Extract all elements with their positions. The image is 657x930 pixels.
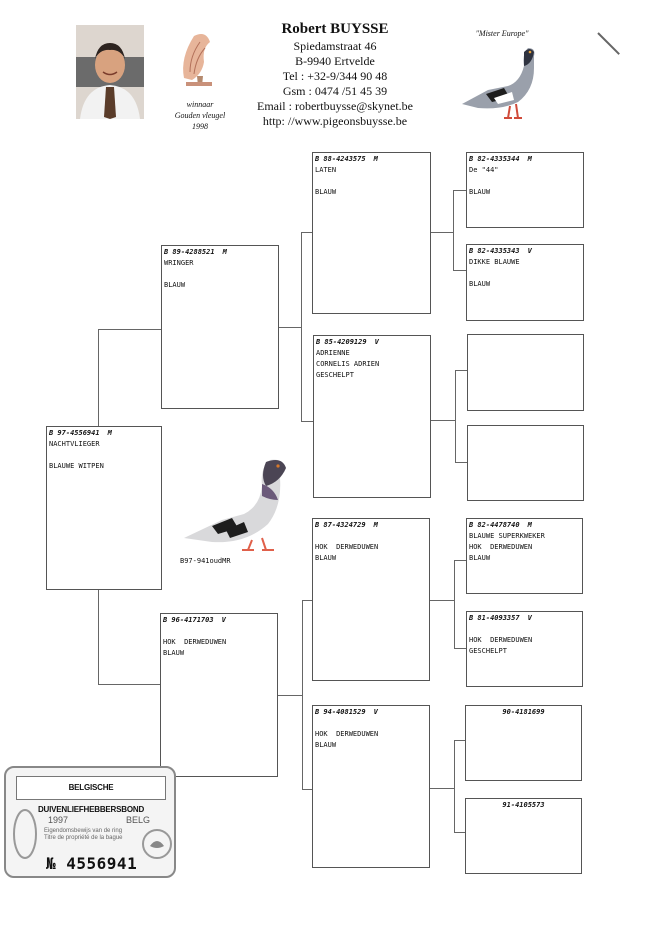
sex: M [373, 155, 378, 163]
pigeon-name: LATEN [315, 166, 337, 174]
sex: V [221, 616, 226, 624]
owner-contact [230, 20, 440, 129]
award-line3: 1998 [192, 122, 208, 131]
owner-photo [76, 25, 144, 119]
pigeon-color: BLAUW [469, 188, 491, 196]
ring-number: B 82-4478740 [469, 521, 520, 529]
connector [279, 327, 301, 328]
connector [453, 190, 467, 191]
owner-tel: Tel : +32-9/344 90 48 [282, 69, 388, 83]
ring-number: B 85-4209129 [316, 338, 367, 346]
pigeon-photo [182, 452, 294, 556]
pigeon-name: BLAUWE SUPERKWEKER [469, 532, 545, 540]
pedigree-sd [313, 335, 431, 498]
owner-gsm: Gsm : 0474 /51 45 39 [282, 84, 388, 98]
sex: M [222, 248, 227, 256]
ring-number: B 87-4324729 [315, 521, 366, 529]
ring-number: B 96-4171703 [163, 616, 214, 624]
sex: V [527, 247, 532, 255]
connector [98, 590, 99, 685]
sex: M [527, 155, 532, 163]
sex: V [527, 614, 532, 622]
pigeon-name-2: CORNELIS ADRIEN [316, 360, 380, 368]
pigeon-name: NACHTVLIEGER [49, 440, 100, 448]
connector [430, 788, 454, 789]
pigeon-icon [182, 452, 294, 556]
pedigree-ss [312, 152, 431, 314]
connector [301, 421, 313, 422]
ring-number: B 82-4335343 [469, 247, 520, 255]
ring-ownership-card [4, 766, 176, 878]
mister-europe-pigeon [458, 42, 538, 124]
connector [430, 600, 454, 601]
card-desc-fr: Titre de propriété de la bague [44, 835, 123, 841]
ring-number: 90-4181699 [502, 708, 545, 716]
connector [98, 329, 161, 330]
connector [453, 270, 467, 271]
ring-number: B 97-4556941 [49, 429, 100, 437]
pigeon-photo-caption: B97-941oudMR [180, 557, 231, 565]
award-text [165, 99, 235, 132]
ring-number: B 81-4093357 [469, 614, 520, 622]
pedigree-ddd [465, 798, 582, 874]
card-desc-nl: Eigendomsbewijs van de ring [44, 828, 123, 834]
pigeon-name-2: HOK DERWEDUWEN [469, 543, 533, 551]
connector [301, 232, 302, 422]
pigeon-icon [458, 42, 538, 124]
owner-website: http: //www.pigeonsbuysse.be [262, 114, 408, 128]
connector [455, 462, 467, 463]
connector [278, 695, 302, 696]
owner-email: Email : robertbuysse@skynet.be [256, 99, 414, 113]
ring-number: 91-4105573 [502, 801, 545, 809]
sex: V [374, 338, 379, 346]
pigeon-color: GESCHELPT [316, 371, 354, 379]
sex: M [527, 521, 532, 529]
pigeon-name: WRINGER [164, 259, 194, 267]
connector [453, 190, 454, 270]
connector [454, 648, 466, 649]
pigeon-name: DIKKE BLAUWE [469, 258, 520, 266]
card-ring-number: № 4556941 [46, 854, 138, 873]
connector [454, 740, 455, 832]
connector [455, 370, 456, 462]
card-description [44, 828, 123, 842]
pedigree-sss [466, 152, 584, 228]
connector [98, 684, 161, 685]
pedigree-dss [466, 518, 583, 594]
pigeon-color: BLAUW [469, 554, 491, 562]
pedigree-dd [312, 705, 430, 868]
pigeon-name: HOK DERWEDUWEN [315, 543, 379, 551]
pigeon-name: HOK DERWEDUWEN [469, 636, 533, 644]
mister-europe-label: "Mister Europe" [475, 29, 529, 38]
connector [302, 600, 303, 790]
pigeon-color: BLAUW [164, 281, 186, 289]
pigeon-color: BLAUW [163, 649, 185, 657]
sex: M [373, 521, 378, 529]
pigeon-name: HOK DERWEDUWEN [163, 638, 227, 646]
ring-number: B 88-4243575 [315, 155, 366, 163]
award-line2: Gouden vleugel [174, 111, 226, 120]
crest-right-icon [140, 824, 174, 864]
ring-number: B 94-4081529 [315, 708, 366, 716]
pedigree-dsd [466, 611, 583, 687]
pigeon-name: HOK DERWEDUWEN [315, 730, 379, 738]
connector [454, 560, 466, 561]
pedigree-dam [160, 613, 278, 777]
connector [431, 420, 455, 421]
pedigree-dds [465, 705, 582, 781]
pigeon-color: BLAUW [315, 741, 337, 749]
pedigree-sire [161, 245, 279, 409]
golden-wing-icon [172, 28, 220, 90]
connector [454, 560, 455, 648]
pedigree-sdd-empty [467, 425, 584, 501]
sex: V [373, 708, 378, 716]
pedigree-sds-empty [467, 334, 584, 411]
card-banner: BELGISCHE DUIVENLIEFHEBBERSBOND [16, 776, 166, 800]
owner-name: Robert BUYSSE [281, 21, 389, 37]
pigeon-color: GESCHELPT [469, 647, 507, 655]
pigeon-color: BLAUW [315, 188, 337, 196]
pigeon-name: De "44" [469, 166, 499, 174]
pigeon-name: ADRIENNE [316, 349, 350, 357]
ring-number: B 82-4335344 [469, 155, 520, 163]
award-line1: winnaar [186, 100, 214, 109]
pedigree-ds [312, 518, 430, 681]
card-year: 1997 [48, 815, 69, 825]
ring-number: B 89-4288521 [164, 248, 215, 256]
crest-left-icon [10, 804, 40, 864]
golden-wing-trophy [172, 28, 220, 90]
sex: M [107, 429, 112, 437]
connector [455, 370, 467, 371]
owner-city: B-9940 Ertvelde [295, 54, 375, 68]
card-country: BELG [126, 815, 151, 825]
portrait-photo-icon [76, 25, 144, 119]
connector [98, 329, 99, 426]
connector [431, 232, 453, 233]
pigeon-color: BLAUW [315, 554, 337, 562]
pigeon-color: BLAUW [469, 280, 491, 288]
pedigree-ssd [466, 244, 584, 321]
pigeon-color: BLAUWE WITPEN [49, 462, 104, 470]
pen-icon [597, 32, 620, 55]
owner-address: Spiedamstraat 46 [293, 39, 377, 53]
pedigree-subject [46, 426, 162, 590]
